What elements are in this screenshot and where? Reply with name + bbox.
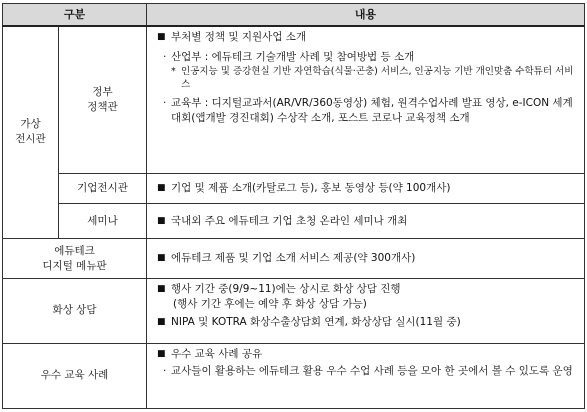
- corp-hall-content: [147, 173, 585, 203]
- gov-policy-hall-content: [147, 26, 585, 174]
- bullet-marker: ■: [157, 182, 166, 193]
- list-item: · 교육부 : 디지털교과서(AR/VR/360동영상) 체험, 원격수업사례 발표 영상, e-ICON 세계대회(앱개발 경진대회) 수상작 소개, 포스트 코로나 교육정책 소개: [163, 96, 573, 124]
- list-item: ■ 기업 및 제품 소개(카탈로그 등), 홍보 동영상 등(약 100개사): [157, 181, 451, 194]
- header-category: 구분: [3, 4, 147, 26]
- bullet-marker: ■: [157, 31, 166, 42]
- bullet-marker: ■: [157, 215, 166, 226]
- list-item: ■ 부처별 정책 및 지원사업 소개: [157, 30, 307, 43]
- footnote: * 인공지능 및 증강현실 기반 자연학습(식물·곤충) 서비스, 인공지능 기반 개인맞춤 수학튜터 서비스: [171, 65, 574, 90]
- table-row: [3, 26, 585, 174]
- table-row: [3, 343, 585, 408]
- seminar-content: [147, 203, 585, 238]
- edu-cases-content: [147, 343, 585, 408]
- virtual-exhibition-label: 가상 전시관: [3, 26, 59, 239]
- table-row: [3, 239, 585, 279]
- program-table: [2, 3, 585, 409]
- dash-marker: ·: [163, 96, 167, 109]
- table-row: [3, 173, 585, 203]
- dash-marker: ·: [163, 364, 167, 377]
- table-row: [3, 279, 585, 343]
- bullet-marker: ■: [157, 317, 166, 328]
- edu-cases-label: 우수 교육 사례: [3, 343, 147, 408]
- video-consult-label: 화상 상담: [3, 279, 147, 343]
- table-row: [3, 203, 585, 238]
- seminar-label: 세미나: [59, 203, 147, 238]
- list-item: ■ NIPA 및 KOTRA 화상수출상담회 연계, 화상상담 실시(11월 중): [157, 316, 461, 329]
- digital-menu-content: [147, 239, 585, 279]
- video-consult-content: ■ 행사 기간 중(9/9~11)에는 상시로 화상 상담 진행 (행사 기간 후에는 예약 후 화상 상담 가능) ■ NIPA 및 KOTRA 화상수출상담회 연계, 화상상담 실시(11월 중): [147, 279, 585, 343]
- dash-marker: ·: [163, 50, 167, 63]
- gov-policy-hall-label: 정부 정책관: [59, 26, 147, 174]
- digital-menu-label: 에듀테크 디지털 메뉴판: [3, 239, 147, 279]
- list-item: ■ 에듀테크 제품 및 기업 소개 서비스 제공(약 300개사): [157, 252, 416, 265]
- bullet-marker: ■: [157, 348, 166, 359]
- header-content: 내용: [147, 4, 585, 26]
- list-item: ■ 우수 교육 사례 공유: [157, 347, 263, 360]
- corp-hall-label: 기업전시관: [59, 173, 147, 203]
- list-item: · 산업부 : 에듀테크 기술개발 사례 및 참여방법 등 소개: [163, 50, 415, 63]
- bullet-marker: ■: [157, 284, 166, 295]
- list-item: ■ 행사 기간 중(9/9~11)에는 상시로 화상 상담 진행: [157, 283, 401, 296]
- bullet-marker: ■: [157, 253, 166, 264]
- table-header-row: [3, 4, 585, 26]
- list-item: ■ 국내외 주요 에듀테크 기업 초청 온라인 세미나 개최: [157, 214, 408, 227]
- list-item: · 교사들이 활용하는 에듀테크 활용 우수 수업 사례 등을 모아 한 곳에서 볼 수 있도록 운영: [163, 364, 573, 377]
